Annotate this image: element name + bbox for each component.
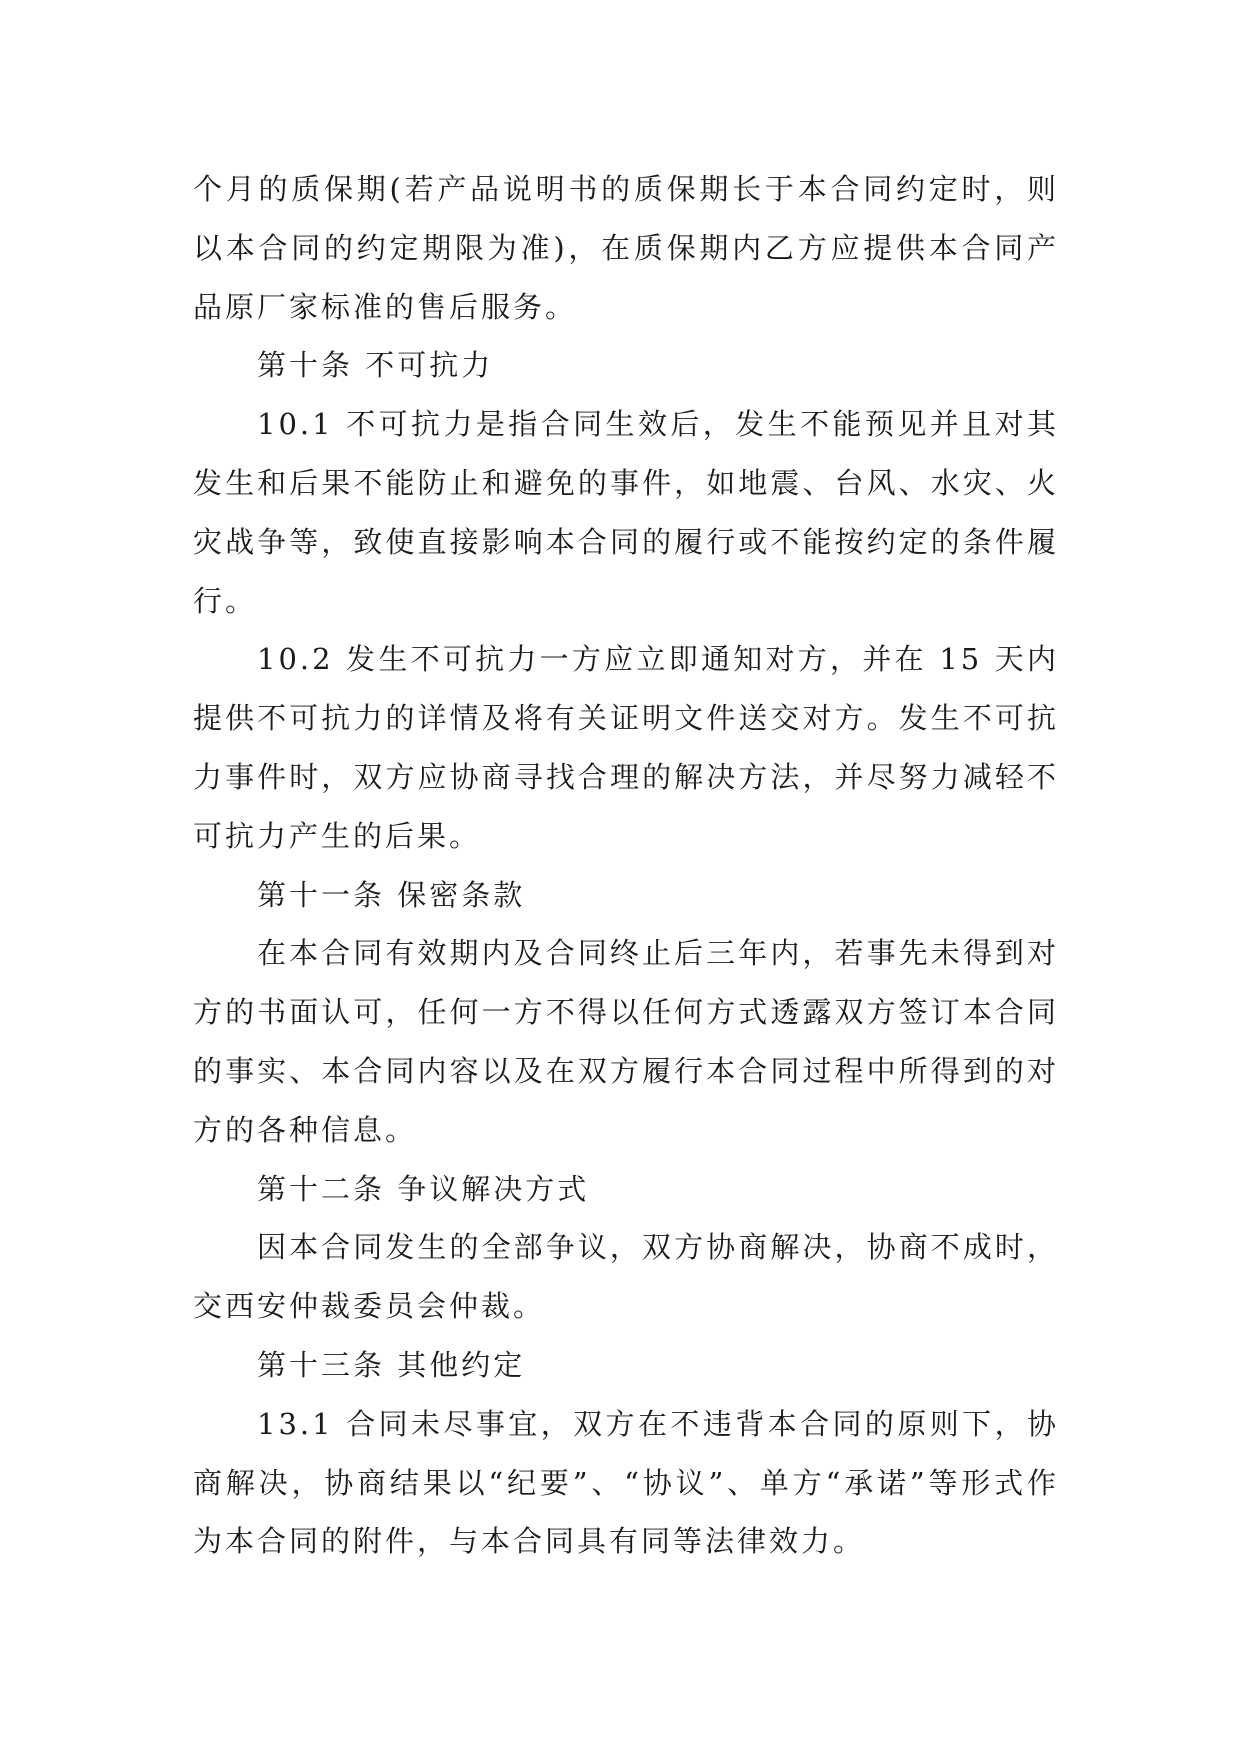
heading-article-12: 第十二条 争议解决方式 [257, 1171, 590, 1206]
paragraph-11: 在本合同有效期内及合同终止后三年内，若事先未得到对方的书面认可，任何一方不得以任何方式透露双方签订本合同的事实、本合同内容以及在双方履行本合同过程中所得到的对方的各种信息。 [193, 936, 1059, 1147]
paragraph-warranty-continuation: 个月的质保期(若产品说明书的质保期长于本合同约定时，则以本合同的约定期限为准)，在质保期内乙方应提供本合同产品原厂家标准的售后服务。 [193, 172, 1059, 324]
document-body [193, 160, 1059, 1571]
heading-article-13: 第十三条 其他约定 [257, 1347, 526, 1382]
paragraph-10-1: 10.1 不可抗力是指合同生效后，发生不能预见并且对其发生和后果不能防止和避免的事件，如地震、台风、水灾、火灾战争等，致使直接影响本合同的履行或不能按约定的条件履行。 [193, 407, 1059, 618]
paragraph-13-1: 13.1 合同未尽事宜，双方在不违背本合同的原则下，协商解决，协商结果以“纪要”、“协议”、单方“承诺”等形式作为本合同的附件，与本合同具有同等法律效力。 [193, 1406, 1059, 1559]
paragraph-12: 因本合同发生的全部争议，双方协商解决，协商不成时，交西安仲裁委员会仲裁。 [193, 1230, 1059, 1324]
heading-article-11: 第十一条 保密条款 [257, 877, 526, 912]
heading-article-10: 第十条 不可抗力 [257, 348, 494, 383]
paragraph-10-2: 10.2 发生不可抗力一方应立即通知对方，并在 15 天内提供不可抗力的详情及将有关证明文件送交对方。发生不可抗力事件时，双方应协商寻找合理的解决方法，并尽努力减轻不可抗力产生的后果。 [193, 642, 1059, 853]
